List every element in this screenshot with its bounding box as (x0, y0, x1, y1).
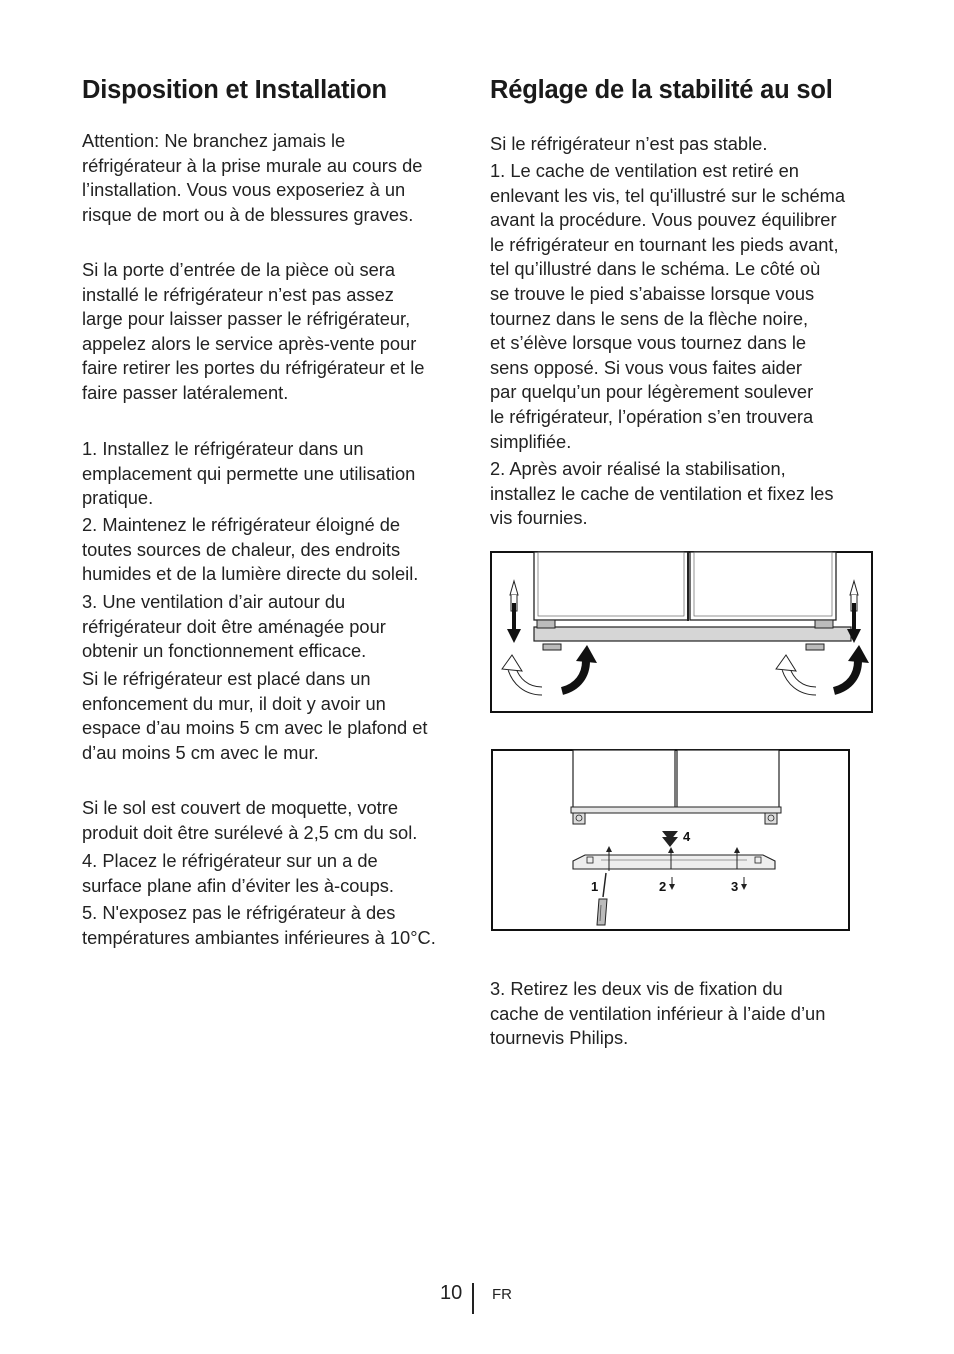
text-line: le réfrigérateur en tournant les pieds avant, (490, 233, 839, 255)
text-line: faire retirer les portes du réfrigérateur et le (82, 357, 425, 379)
text-line: d’au moins 5 cm avec le mur. (82, 741, 319, 763)
paragraph-warning (82, 129, 422, 227)
page-number: 10 (440, 1282, 463, 1304)
text-line: l’installation. Vous vous exposeriez à un (82, 179, 406, 201)
text-line: le réfrigérateur, l’opération s’en trouvera (490, 405, 814, 427)
text-line: installez le cache de ventilation et fixez les (490, 482, 834, 504)
text-line: espace d’au moins 5 cm avec le plafond et (82, 717, 428, 739)
paragraph-recess (82, 667, 428, 765)
paragraph-not-stable (490, 132, 767, 157)
leveling-feet-illustration (490, 551, 873, 713)
text-line: 1. Installez le réfrigérateur dans un (82, 438, 364, 459)
text-line: enfoncement du mur, il doit y avoir un (82, 692, 386, 714)
figure-ventilation-cover (491, 749, 850, 931)
text-line: tel qu’illustré dans le schéma. Le côté où (490, 258, 821, 280)
text-line: tournevis Philips. (490, 1027, 629, 1049)
figure-leveling-feet (490, 551, 873, 713)
text-line: 5. N'exposez pas le réfrigérateur à des (82, 902, 396, 923)
text-line: risque de mort ou à de blessures graves. (82, 203, 414, 225)
text-line: réfrigérateur à la prise murale au cours de (82, 154, 423, 176)
paragraph-step-5 (82, 901, 436, 950)
text-line: Attention: Ne branchez jamais le (82, 130, 346, 151)
text-line: 4. Placez le réfrigérateur sur un a de (82, 850, 378, 871)
paragraph-door (82, 258, 424, 406)
paragraph-step-4 (82, 849, 394, 898)
label-2: 2 (659, 879, 667, 894)
paragraph-stability-step-3 (490, 977, 825, 1051)
text-line: vis fournies. (490, 507, 588, 529)
text-line: températures ambiantes inférieures à 10°C. (82, 926, 436, 948)
text-line: sens opposé. Si vous vous faites aider (490, 356, 802, 378)
text-line: simplifiée. (490, 430, 572, 452)
paragraph-carpet (82, 796, 417, 845)
text-line: Si le sol est couvert de moquette, votre (82, 797, 399, 818)
footer-divider (472, 1283, 474, 1314)
section-heading-stability: Réglage de la stabilité au sol (490, 76, 833, 104)
text-line: produit doit être surélevé à 2,5 cm du sol. (82, 821, 418, 843)
text-line: se trouve le pied s’abaisse lorsque vous (490, 282, 815, 304)
paragraph-step-1 (82, 437, 415, 511)
text-line: avant la procédure. Vous pouvez équilibrer (490, 209, 837, 231)
label-1: 1 (591, 879, 599, 894)
text-line: humides et de la lumière directe du soleil. (82, 563, 419, 585)
text-line: et s’élève lorsque vous tournez dans le (490, 332, 807, 354)
text-line: cache de ventilation inférieur à l’aide d’un (490, 1002, 826, 1024)
text-line: Si la porte d’entrée de la pièce où sera (82, 259, 396, 280)
text-line: emplacement qui permette une utilisation (82, 462, 416, 484)
text-line: large pour laisser passer le réfrigérateur, (82, 308, 411, 330)
label-3: 3 (731, 879, 739, 894)
ventilation-cover-illustration (491, 749, 850, 931)
text-line: par quelqu’un pour légèrement soulever (490, 381, 814, 403)
text-line: 3. Retirez les deux vis de fixation du (490, 978, 783, 999)
text-line: tournez dans le sens de la flèche noire, (490, 307, 809, 329)
text-line: faire passer latéralement. (82, 381, 289, 403)
section-heading-installation: Disposition et Installation (82, 76, 387, 104)
text-line: Si le réfrigérateur n’est pas stable. (490, 133, 768, 154)
text-line: surface plane afin d’éviter les à-coups. (82, 874, 394, 896)
text-line: réfrigérateur doit être aménagée pour (82, 615, 386, 637)
text-line: pratique. (82, 487, 154, 509)
text-line: 2. Après avoir réalisé la stabilisation, (490, 458, 786, 479)
label-4: 4 (683, 829, 691, 844)
text-line: Si le réfrigérateur est placé dans un (82, 668, 371, 689)
paragraph-stability-step-2 (490, 457, 833, 531)
text-line: toutes sources de chaleur, des endroits (82, 538, 401, 560)
paragraph-step-3 (82, 590, 386, 664)
paragraph-step-2 (82, 513, 418, 587)
text-line: 1. Le cache de ventilation est retiré en (490, 160, 799, 181)
text-line: appelez alors le service après-vente pour (82, 332, 417, 354)
language-code: FR (492, 1286, 512, 1303)
text-line: enlevant les vis, tel qu'illustré sur le schéma (490, 184, 846, 206)
text-line: installé le réfrigérateur n’est pas assez (82, 283, 394, 305)
paragraph-stability-step-1 (490, 159, 845, 454)
text-line: 2. Maintenez le réfrigérateur éloigné de (82, 514, 401, 535)
text-line: 3. Une ventilation d’air autour du (82, 591, 346, 612)
text-line: obtenir un fonctionnement efficace. (82, 640, 367, 662)
